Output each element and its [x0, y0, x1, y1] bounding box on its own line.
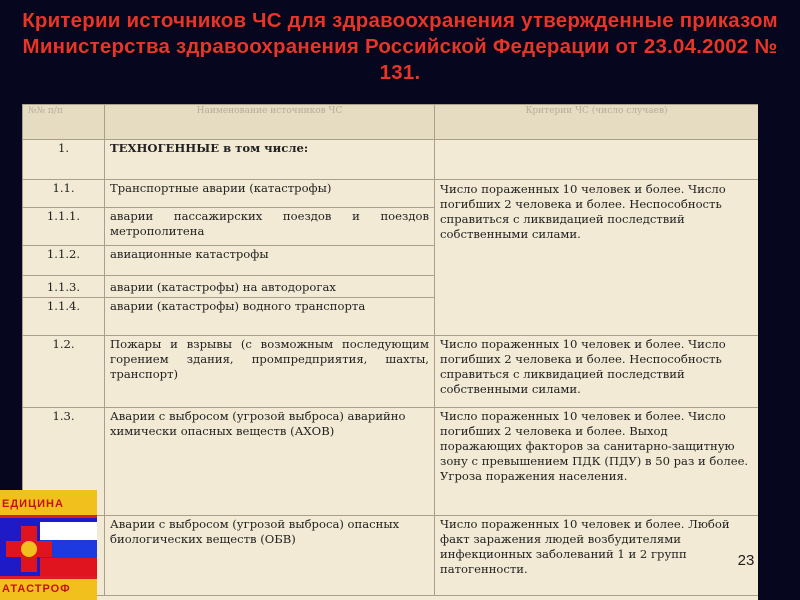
slide-title: Критерии источников ЧС для здравоохранения утвержденные приказом Министерства здравоохранения Российской Федерации от 23.04.2002 № 131. [22, 9, 778, 84]
row-source-name: аварии (катастрофы) водного транспорта [105, 298, 435, 336]
row-source-name: ТЕХНОГЕННЫЕ в том числе: [105, 140, 435, 180]
logo-top-band [0, 490, 97, 518]
row-number: 1.3. [23, 408, 105, 516]
table-header-row [23, 105, 759, 140]
row-number: 1.1.2. [23, 246, 105, 276]
header-criteria: Критерии ЧС (число случаев) [435, 105, 759, 140]
red-cross-icon [4, 524, 54, 574]
row-number: 1.1.4. [23, 298, 105, 336]
row-source-name: Транспортные аварии (катастрофы) [105, 180, 435, 208]
table-row [23, 408, 759, 516]
row-number: 1.2. [23, 336, 105, 408]
row-source-name: Аварии с выбросом (угрозой выброса) опасных биологических веществ (ОБВ) [105, 516, 435, 596]
logo-bottom-text: АТАСТРОФ [2, 583, 71, 595]
header-source-name: Наименование источников ЧС [105, 105, 435, 140]
page-number: 23 [737, 552, 755, 569]
logo-bottom-band [0, 576, 97, 600]
table-row [23, 336, 759, 408]
criteria-table-container [22, 104, 758, 600]
criteria-transport: Число пораженных 10 человек и более. Число погибших 2 человека и более. Неспособность справиться с ликвидацией последствий собственными силами. [435, 180, 759, 336]
logo-top-text: ЕДИЦИНА [2, 498, 64, 510]
row-source-name: аварии (катастрофы) на автодорогах [105, 276, 435, 298]
row-number: 1.1. [23, 180, 105, 208]
criteria-fires: Число пораженных 10 человек и более. Число погибших 2 человека и более. Неспособность справиться с ликвидацией последствий собственными силами. [435, 336, 759, 408]
row-source-name: аварии пассажирских поездов и поездов метрополитена [105, 208, 435, 246]
row-criteria-empty [435, 140, 759, 180]
row-number: 1.1.1. [23, 208, 105, 246]
row-source-name: Пожары и взрывы (с возможным последующим горением здания, промпредприятия, шахты, транспорт) [105, 336, 435, 408]
table-row [23, 180, 759, 208]
row-number: 1. [23, 140, 105, 180]
header-number: №№ п/п [23, 105, 105, 140]
row-number: 1.1.3. [23, 276, 105, 298]
criteria-chemical: Число пораженных 10 человек и более. Число погибших 2 человека и более. Выход поражающих факторов за санитарно-защитную зону с превышением ПДК (ПДУ) в 50 раз и более. Угроза поражения населения. [435, 408, 759, 516]
criteria-biological: Число пораженных 10 человек и более. Любой факт заражения людей возбудителями инфекционных заболеваний 1 и 2 групп патогенности. [435, 516, 759, 596]
row-source-name: Аварии с выбросом (угрозой выброса) аварийно химически опасных веществ (АХОВ) [105, 408, 435, 516]
row-source-name: авиационные катастрофы [105, 246, 435, 276]
table-row [23, 140, 759, 180]
table-row [23, 516, 759, 596]
criteria-table [22, 104, 758, 596]
medicine-of-catastrophes-logo [0, 490, 97, 600]
